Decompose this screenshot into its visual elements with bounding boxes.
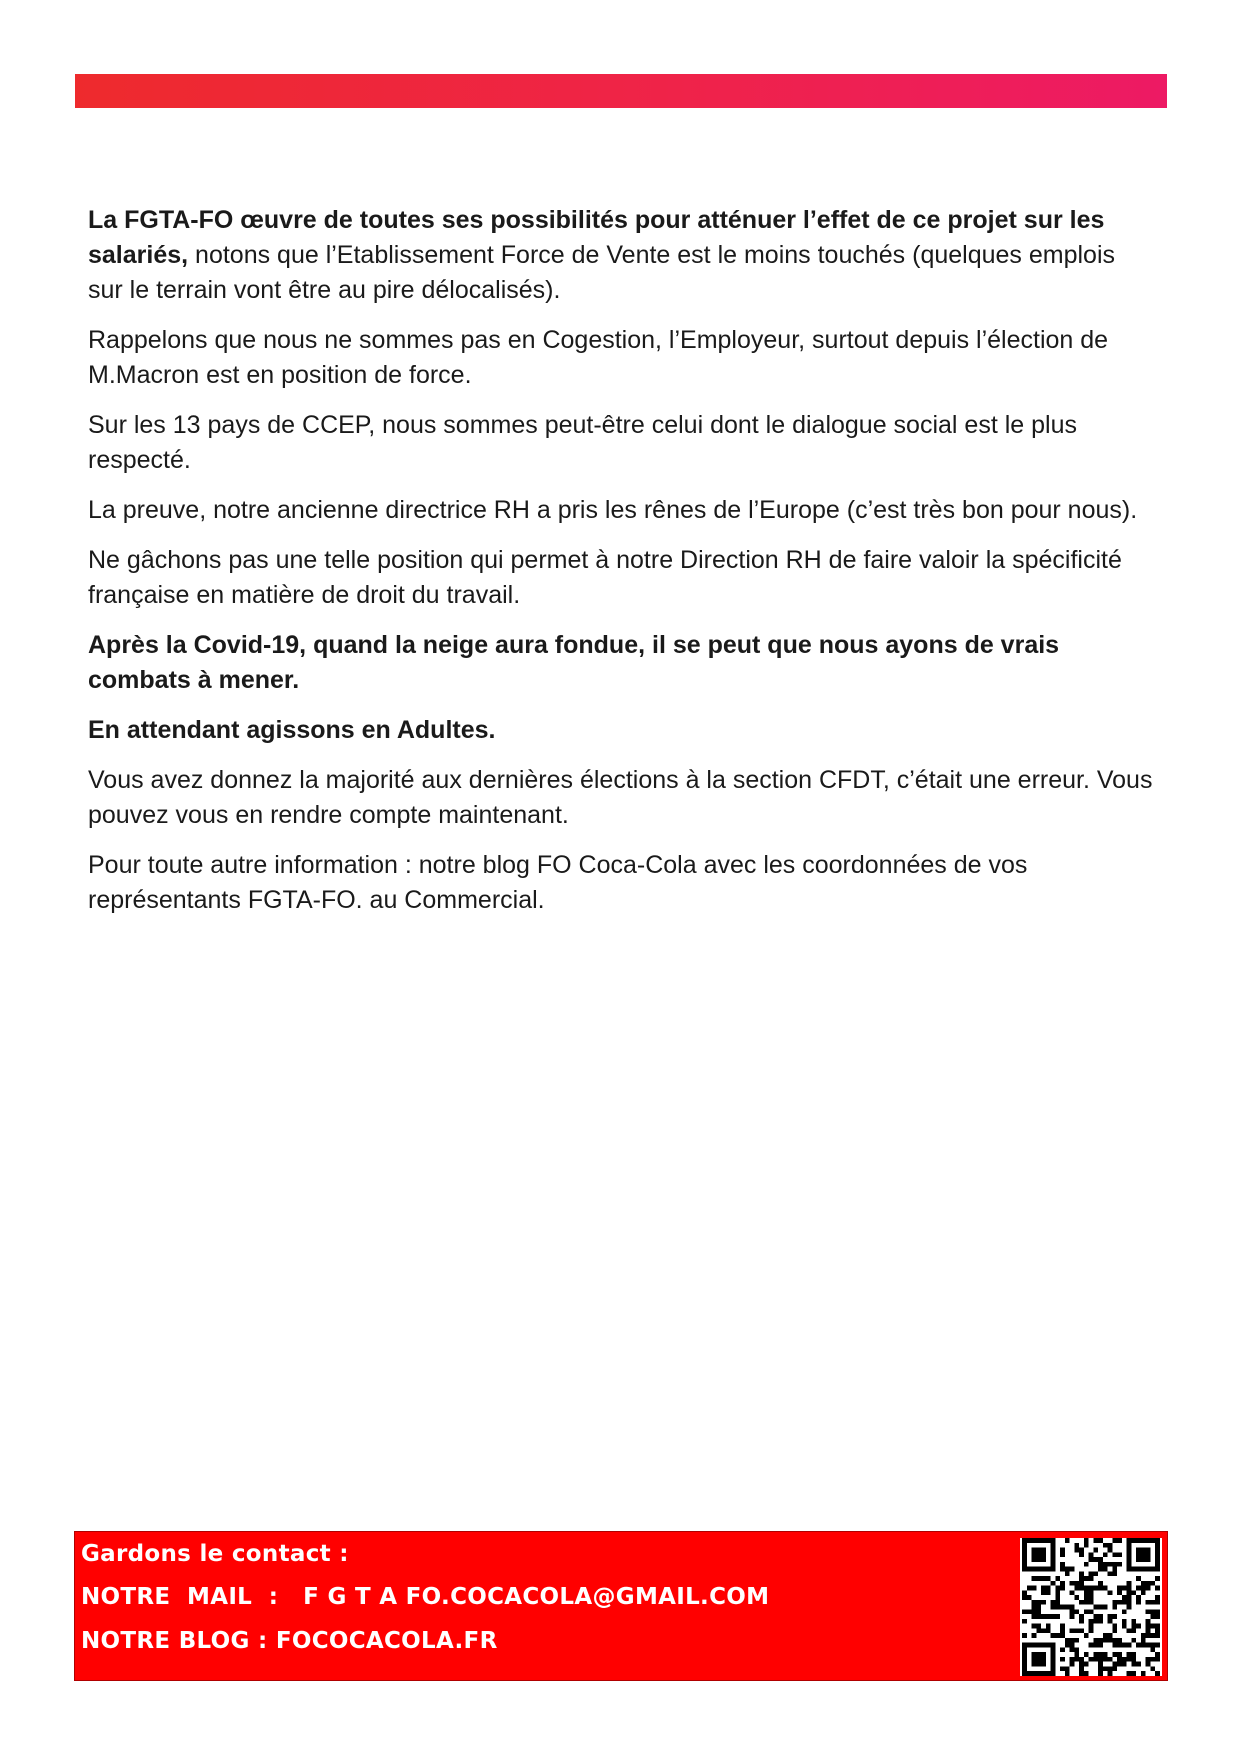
paragraph-6-bold: Après la Covid-19, quand la neige aura fondue, il se peut que nous ayons de vrais combats à mener.	[88, 631, 1060, 694]
contact-footer	[74, 1531, 1168, 1681]
paragraph-5: Ne gâchons pas une telle position qui permet à notre Direction RH de faire valoir la spécificité française en matière de droit du travail.	[88, 546, 1122, 609]
paragraph-7	[88, 713, 1156, 748]
paragraph-2: Rappelons que nous ne sommes pas en Cogestion, l’Employeur, surtout depuis l’élection de M.Macron est en position de force.	[88, 326, 1109, 389]
paragraph-8: Vous avez donnez la majorité aux dernières élections à la section CFDT, c’était une erreur. Vous pouvez vous en rendre compte maintenant.	[88, 766, 1153, 829]
footer-mail[interactable]: NOTRE MAIL : F G T A FO.COCACOLA@GMAIL.COM	[81, 1584, 770, 1610]
paragraph-7-bold: En attendant agissons en Adultes.	[88, 716, 496, 744]
paragraph-1-bold: La FGTA-FO œuvre de toutes ses possibilités pour atténuer l’effet de ce projet sur les salariés,	[88, 206, 1105, 269]
top-decorative-bar	[75, 74, 1167, 108]
paragraph-4: La preuve, notre ancienne directrice RH a pris les rênes de l’Europe (c’est très bon pour nous).	[88, 496, 1138, 524]
article-body	[88, 203, 1156, 933]
footer-title: Gardons le contact :	[81, 1541, 349, 1567]
paragraph-1	[88, 203, 1156, 308]
paragraph-6	[88, 628, 1156, 698]
paragraph-9: Pour toute autre information : notre blog FO Coca-Cola avec les coordonnées de vos représentants FGTA-FO. au Commercial.	[88, 851, 1028, 914]
qr-code-icon	[1020, 1538, 1162, 1676]
paragraph-3: Sur les 13 pays de CCEP, nous sommes peut-être celui dont le dialogue social est le plus respecté.	[88, 411, 1077, 474]
paragraph-1-rest: notons que l’Etablissement Force de Vente est le moins touchés (quelques emplois sur le terrain vont être au pire délocalisés).	[88, 241, 1116, 304]
footer-blog[interactable]: NOTRE BLOG : FOCOCACOLA.FR	[81, 1628, 498, 1654]
